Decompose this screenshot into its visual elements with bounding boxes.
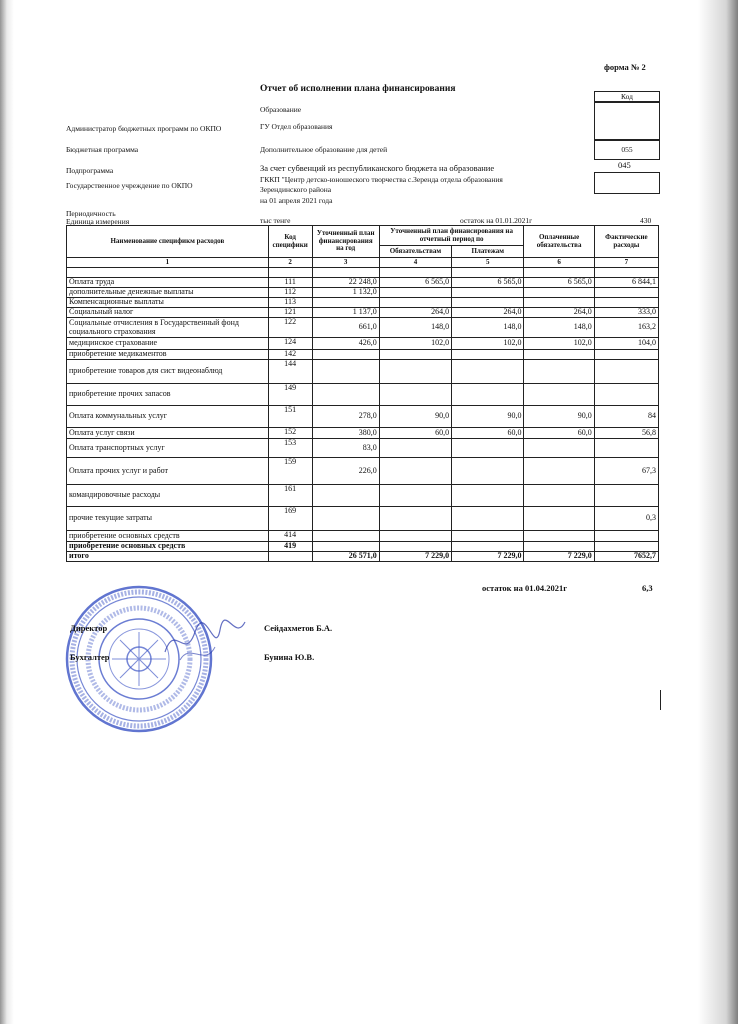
cell-paid: [524, 350, 594, 360]
col-number: 3: [312, 258, 379, 268]
accountant-label: Бухгалтер: [70, 652, 110, 662]
table-row: [67, 485, 659, 507]
cell-paid: 102,0: [524, 338, 594, 350]
cell-code: 144: [268, 360, 312, 384]
cell-plan-year: [312, 531, 379, 542]
cell-payments: [452, 485, 524, 507]
cell-plan-year: 661,0: [312, 318, 379, 338]
table-row: [67, 384, 659, 406]
cell-paid: 148,0: [524, 318, 594, 338]
cell-name: Оплата транспортных услуг: [67, 439, 269, 458]
cell-actual: [594, 485, 658, 507]
cell-payments: [452, 542, 524, 552]
cell-paid: [524, 458, 594, 485]
cell-payments: 148,0: [452, 318, 524, 338]
col-number: 5: [452, 258, 524, 268]
institution-value-line1: ГККП "Центр детско-юношеского творчества с.Зеренда отдела образования: [260, 175, 503, 184]
cell-paid: [524, 288, 594, 298]
institution-value-line2: Зерендинского района: [260, 185, 332, 194]
col-number: 2: [268, 258, 312, 268]
cell-actual: [594, 360, 658, 384]
cell-actual: [594, 542, 658, 552]
code-box-program: [594, 139, 660, 160]
program-label: Бюджетная программа: [66, 145, 139, 154]
table-row: [67, 360, 659, 384]
cell-plan-year: 1 132,0: [312, 288, 379, 298]
cell-obligations: [379, 350, 451, 360]
table-row: [67, 507, 659, 531]
cell-payments: 60,0: [452, 428, 524, 439]
cell-name: приобретение прочих запасов: [67, 384, 269, 406]
table-row: [67, 428, 659, 439]
director-name: Сейдахметов Б.А.: [264, 623, 333, 633]
table-row: [67, 308, 659, 318]
cell-paid: 60,0: [524, 428, 594, 439]
header-code: Код специфики: [268, 226, 312, 258]
cell-payments: [452, 458, 524, 485]
table-row: [67, 531, 659, 542]
cell-obligations: 148,0: [379, 318, 451, 338]
cell-code: 149: [268, 384, 312, 406]
cell-paid: [524, 542, 594, 552]
cell-actual: 84: [594, 406, 658, 428]
cell-name: медицинское страхование: [67, 338, 269, 350]
balance-start-label: остаток на 01.01.2021г: [460, 216, 533, 225]
cell-plan-year: 426,0: [312, 338, 379, 350]
cell-plan-year: 22 248,0: [312, 278, 379, 288]
program-code: 055: [621, 145, 633, 154]
cell-obligations: [379, 507, 451, 531]
cell-code: 151: [268, 406, 312, 428]
cell-actual: [594, 288, 658, 298]
header-obligations: Обязательствам: [379, 246, 451, 258]
cell-plan-year: [312, 360, 379, 384]
cell-name: приобретение товаров для сист видеонаблюд: [67, 360, 269, 384]
cell-obligations: [379, 288, 451, 298]
report-date: на 01 апреля 2021 года: [260, 196, 333, 205]
cell-payments: [452, 531, 524, 542]
cell-paid: [524, 384, 594, 406]
periodicity-label: Периодичность: [66, 209, 116, 218]
cell-code: 159: [268, 458, 312, 485]
cell-code: 142: [268, 350, 312, 360]
cell-obligations: 7 229,0: [379, 552, 451, 562]
cell-actual: [594, 439, 658, 458]
table-row: [67, 288, 659, 298]
cell-code: 419: [268, 542, 312, 552]
header-name: Наименование спецификм расходов: [67, 226, 269, 258]
table-row: [67, 278, 659, 288]
cell-plan-year: [312, 485, 379, 507]
accountant-name: Бунина Ю.В.: [264, 652, 315, 662]
header-plan-year: Уточненный план финансирования на год: [312, 226, 379, 258]
cell-code: 113: [268, 298, 312, 308]
cell-obligations: [379, 542, 451, 552]
cell-name: Социальный налог: [67, 308, 269, 318]
cell-actual: [594, 298, 658, 308]
cell-plan-year: 278,0: [312, 406, 379, 428]
cell-name: Компенсационные выплаты: [67, 298, 269, 308]
cell-code: 169: [268, 507, 312, 531]
table-row: [67, 542, 659, 552]
cell-code: [268, 552, 312, 562]
cell-paid: 90,0: [524, 406, 594, 428]
scan-shadow-right: [698, 0, 738, 1024]
cell-plan-year: [312, 298, 379, 308]
col-number: 1: [67, 258, 269, 268]
table-row: [67, 406, 659, 428]
subprogram-label: Подпрограмма: [66, 166, 114, 175]
scan-mark: [660, 690, 661, 710]
cell-obligations: 60,0: [379, 428, 451, 439]
cell-obligations: [379, 439, 451, 458]
cell-name: Социальные отчисления в Государственный фонд социального страхования: [67, 318, 269, 338]
cell-code: 112: [268, 288, 312, 298]
cell-obligations: [379, 485, 451, 507]
cell-plan-year: 26 571,0: [312, 552, 379, 562]
unit-label: Единица измерения: [66, 217, 130, 226]
table-row: [67, 318, 659, 338]
unit-value: тыс тенге: [260, 216, 291, 225]
table-row: [67, 350, 659, 360]
cell-plan-year: 1 137,0: [312, 308, 379, 318]
education-label: Образование: [260, 105, 302, 114]
cell-plan-year: [312, 507, 379, 531]
cell-obligations: [379, 458, 451, 485]
admin-value: ГУ Отдел образования: [260, 122, 333, 131]
cell-actual: 0,3: [594, 507, 658, 531]
admin-label: Администратор бюджетных программ по ОКПО: [66, 124, 222, 133]
cell-code: 153: [268, 439, 312, 458]
cell-actual: 163,2: [594, 318, 658, 338]
subprogram-code: 045: [618, 160, 631, 170]
subprogram-value: За счет субвенций из республиканского бюджета на образование: [260, 163, 495, 173]
cell-obligations: 90,0: [379, 406, 451, 428]
cell-payments: [452, 507, 524, 531]
cell-obligations: 102,0: [379, 338, 451, 350]
spacer-row: [67, 268, 659, 278]
cell-name: Оплата труда: [67, 278, 269, 288]
code-box-admin: [594, 101, 660, 141]
cell-obligations: [379, 298, 451, 308]
col-number: 4: [379, 258, 451, 268]
cell-paid: [524, 507, 594, 531]
cell-payments: 7 229,0: [452, 552, 524, 562]
cell-paid: [524, 531, 594, 542]
institution-label: Государственное учреждение по ОКПО: [66, 181, 193, 190]
cell-paid: [524, 360, 594, 384]
signature-mark: [160, 612, 250, 672]
total-row: [67, 552, 659, 562]
header-payments: Платежам: [452, 246, 524, 258]
cell-code: 124: [268, 338, 312, 350]
table-row: [67, 338, 659, 350]
cell-actual: 104,0: [594, 338, 658, 350]
cell-plan-year: 83,0: [312, 439, 379, 458]
cell-payments: [452, 350, 524, 360]
cell-payments: [452, 288, 524, 298]
cell-obligations: [379, 384, 451, 406]
cell-obligations: [379, 531, 451, 542]
finance-table: [66, 225, 659, 562]
header-paid-obligations: Оплаченные обязательства: [524, 226, 594, 258]
table-body: [67, 278, 659, 562]
cell-paid: [524, 485, 594, 507]
cell-paid: 6 565,0: [524, 278, 594, 288]
cell-name: приобретение основных средств: [67, 542, 269, 552]
program-value: Дополнительное образование для детей: [260, 145, 388, 154]
cell-plan-year: [312, 350, 379, 360]
director-label: Директор: [70, 623, 108, 633]
table-row: [67, 298, 659, 308]
cell-code: 152: [268, 428, 312, 439]
balance-start-value: 430: [640, 216, 652, 225]
cell-payments: 102,0: [452, 338, 524, 350]
table-row: [67, 458, 659, 485]
cell-payments: 264,0: [452, 308, 524, 318]
cell-actual: 67,3: [594, 458, 658, 485]
cell-code: 414: [268, 531, 312, 542]
cell-code: 161: [268, 485, 312, 507]
cell-payments: [452, 439, 524, 458]
cell-plan-year: 226,0: [312, 458, 379, 485]
cell-paid: [524, 439, 594, 458]
page-title: Отчет об исполнении плана финансирования: [260, 84, 456, 94]
cell-obligations: [379, 360, 451, 384]
balance-end-label: остаток на 01.04.2021г: [482, 583, 568, 593]
header-plan-period: Уточненный план финансирования на отчетный период по: [379, 226, 524, 246]
cell-code: 121: [268, 308, 312, 318]
cell-name: прочие текущие затраты: [67, 507, 269, 531]
cell-actual: 6 844,1: [594, 278, 658, 288]
cell-payments: 90,0: [452, 406, 524, 428]
cell-actual: 333,0: [594, 308, 658, 318]
cell-name: Оплата коммунальных услуг: [67, 406, 269, 428]
cell-actual: [594, 350, 658, 360]
cell-paid: [524, 298, 594, 308]
cell-payments: [452, 384, 524, 406]
code-box-institution: [594, 172, 660, 194]
cell-plan-year: 380,0: [312, 428, 379, 439]
cell-name: приобретение медикаментов: [67, 350, 269, 360]
code-header: Код: [621, 92, 633, 101]
scan-shadow-left: [0, 0, 14, 1024]
cell-obligations: 264,0: [379, 308, 451, 318]
cell-actual: 56,8: [594, 428, 658, 439]
col-number: 6: [524, 258, 594, 268]
cell-name: Оплата прочих услуг и работ: [67, 458, 269, 485]
cell-paid: 264,0: [524, 308, 594, 318]
cell-paid: 7 229,0: [524, 552, 594, 562]
cell-code: 111: [268, 278, 312, 288]
cell-actual: [594, 531, 658, 542]
balance-end-value: 6,3: [642, 583, 653, 593]
cell-name: дополнительные денежные выплаты: [67, 288, 269, 298]
cell-actual: 7652,7: [594, 552, 658, 562]
form-label: форма № 2: [604, 62, 646, 72]
col-number: 7: [594, 258, 658, 268]
cell-plan-year: [312, 542, 379, 552]
cell-code: 122: [268, 318, 312, 338]
table-row: [67, 439, 659, 458]
cell-name: приобретение основных средств: [67, 531, 269, 542]
cell-payments: [452, 360, 524, 384]
header-actual: Фактические расходы: [594, 226, 658, 258]
total-label: итого: [67, 552, 269, 562]
cell-actual: [594, 384, 658, 406]
cell-name: командировочные расходы: [67, 485, 269, 507]
cell-name: Оплата услуг связи: [67, 428, 269, 439]
cell-payments: [452, 298, 524, 308]
cell-payments: 6 565,0: [452, 278, 524, 288]
cell-obligations: 6 565,0: [379, 278, 451, 288]
cell-plan-year: [312, 384, 379, 406]
